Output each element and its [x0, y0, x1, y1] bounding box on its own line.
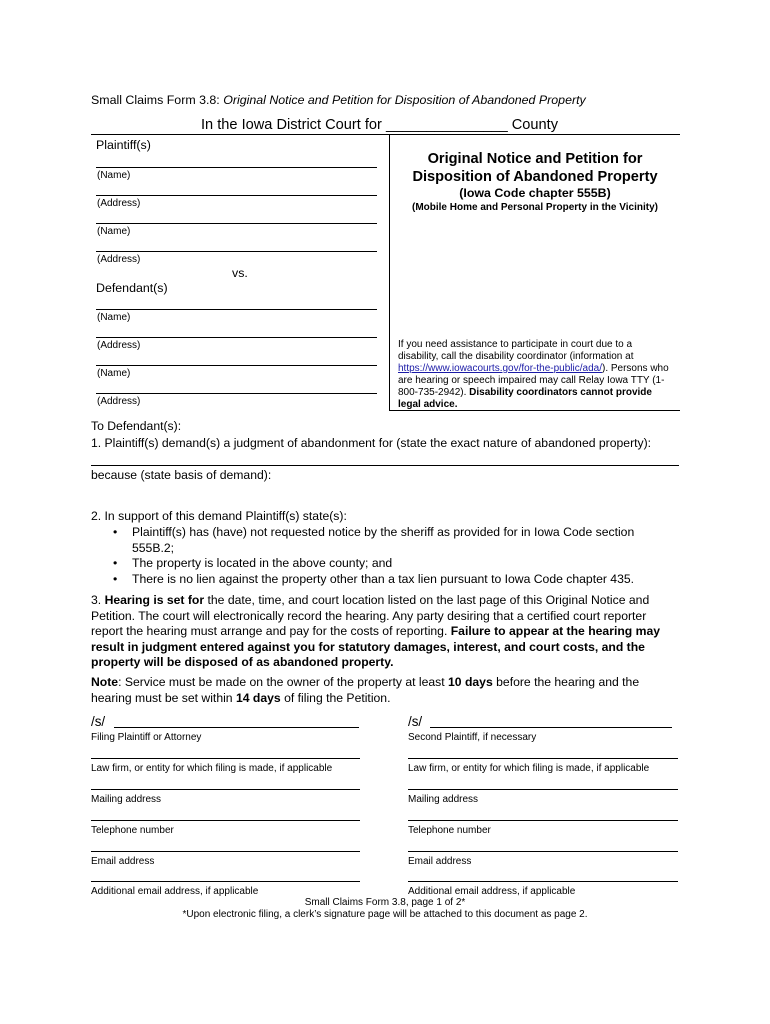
plaintiff-name-label: (Name) — [97, 170, 131, 181]
defendant-name-label: (Name) — [97, 312, 131, 323]
right-signature-slash-s: /s/ — [408, 714, 423, 729]
defendant-address-label: (Address) — [97, 340, 141, 351]
plaintiff2-address-line[interactable] — [96, 251, 377, 252]
plaintiff-name-line[interactable] — [96, 167, 377, 168]
plaintiff-address-line[interactable] — [96, 195, 377, 196]
left-email-label: Email address — [91, 856, 155, 867]
item-3-text: the date, time, and court location listed on the last page of this Original Notice and Petition. The court will electronically record the hearing. Any party desiring that a certified court reporter report the hearing must arrange and pay for the costs of reporting. — [91, 593, 650, 638]
defendants-label: Defendant(s) — [96, 281, 168, 295]
form-header-title: Original Notice and Petition for Disposition of Abandoned Property — [223, 93, 586, 107]
versus-label: vs. — [232, 266, 248, 280]
support-item-1: • Plaintiff(s) has (have) not requested notice by the sheriff as provided for in Iowa Code section 555B.2; — [106, 525, 666, 556]
item-1: 1. Plaintiff(s) demand(s) a judgment of abandonment for (state the exact nature of abandoned property): — [91, 436, 652, 450]
plaintiff-address-label: (Address) — [97, 198, 141, 209]
plaintiff2-name-line[interactable] — [96, 223, 377, 224]
left-signer-label: Filing Plaintiff or Attorney — [91, 732, 202, 743]
left-email-line[interactable] — [91, 851, 360, 852]
item-3-number: 3. — [91, 593, 105, 607]
left-signature-line[interactable] — [114, 727, 359, 728]
county-blank[interactable]: _______________ — [385, 117, 508, 133]
defendant2-name-label: (Name) — [97, 368, 131, 379]
left-email2-label: Additional email address, if applicable — [91, 886, 259, 897]
right-phone-label: Telephone number — [408, 825, 491, 836]
form-header-prefix: Small Claims Form 3.8: — [91, 93, 224, 107]
form-header — [91, 93, 586, 107]
right-email-line[interactable] — [408, 851, 678, 852]
support-item-3: • There is no lien against the property other than a tax lien pursuant to Iowa Code chapter 435. — [106, 572, 666, 588]
note-text1: : Service must be made on the owner of the property at least — [118, 675, 449, 689]
note-days1: 10 days — [448, 675, 493, 689]
document-title-line1: Original Notice and Petition for — [427, 151, 643, 167]
defendant2-address-label: (Address) — [97, 396, 141, 407]
plaintiff2-address-label: (Address) — [97, 254, 141, 265]
document-title-line2: Disposition of Abandoned Property — [412, 169, 658, 185]
page-footer: Small Claims Form 3.8, page 1 of 2* — [304, 897, 466, 908]
hearing-set-label: Hearing is set for — [104, 593, 205, 607]
right-signature-line[interactable] — [430, 727, 672, 728]
court-prefix: In the Iowa District Court for — [201, 117, 382, 133]
to-defendants: To Defendant(s): — [91, 419, 182, 433]
plaintiffs-label: Plaintiff(s) — [96, 138, 151, 152]
footer-note: *Upon electronic filing, a clerk’s signature page will be attached to this document as page 2. — [182, 909, 588, 920]
right-mailing-line[interactable] — [408, 789, 678, 790]
left-phone-line[interactable] — [91, 820, 360, 821]
failure-warning: Failure to appear at the hearing may result in judgment entered against you for statutory damages, interest, and court costs, and the property will be disposed of as abandoned property. — [91, 624, 661, 669]
support-list — [106, 525, 666, 587]
right-email-label: Email address — [408, 856, 472, 867]
note-text2: before the hearing and the hearing must be set within — [91, 675, 640, 705]
note-label: Note — [91, 675, 119, 689]
left-signature-slash-s: /s/ — [91, 714, 106, 729]
left-phone-label: Telephone number — [91, 825, 174, 836]
plaintiff2-name-label: (Name) — [97, 226, 131, 237]
left-firm-line[interactable] — [91, 758, 360, 759]
ada-link[interactable]: https://www.iowacourts.gov/for-the-public/ada/ — [398, 363, 602, 374]
court-line — [201, 117, 558, 133]
document-title — [390, 150, 680, 214]
note-text3: of filing the Petition. — [280, 690, 391, 705]
left-mailing-label: Mailing address — [91, 794, 162, 805]
right-firm-line[interactable] — [408, 758, 678, 759]
ada-disclaimer: Disability coordinators cannot provide legal advice. — [398, 387, 652, 410]
defendant-name-line[interactable] — [96, 309, 377, 310]
document-subtitle: (Mobile Home and Personal Property in the Vicinity) — [412, 202, 658, 213]
ada-notice — [398, 339, 674, 411]
support-item-2: • The property is located in the above county; and — [106, 556, 666, 572]
right-email2-label: Additional email address, if applicable — [408, 886, 576, 897]
defendant2-address-line[interactable] — [96, 393, 377, 394]
left-email2-line[interactable] — [91, 881, 360, 882]
note-days2: 14 days — [235, 690, 281, 705]
because-label: because (state basis of demand): — [91, 468, 272, 482]
ada-text2: ). Persons who are hearing or speech impaired may call Relay Iowa TTY (1-800-735-2942). — [398, 363, 669, 398]
defendant2-name-line[interactable] — [96, 365, 377, 366]
caption-top-rule — [91, 134, 680, 135]
right-email2-line[interactable] — [408, 881, 678, 882]
left-mailing-line[interactable] — [91, 789, 360, 790]
right-signer-label: Second Plaintiff, if necessary — [408, 732, 537, 743]
item-3 — [91, 593, 681, 671]
right-phone-line[interactable] — [408, 820, 678, 821]
document-code: (Iowa Code chapter 555B) — [459, 186, 611, 200]
left-firm-label: Law firm, or entity for which filing is made, if applicable — [91, 763, 333, 774]
right-firm-label: Law firm, or entity for which filing is made, if applicable — [408, 763, 650, 774]
ada-text1: If you need assistance to participate in court due to a disability, call the disability coordinator (information at — [398, 339, 634, 362]
abandoned-property-line[interactable] — [91, 465, 679, 466]
right-mailing-label: Mailing address — [408, 794, 479, 805]
defendant-address-line[interactable] — [96, 337, 377, 338]
service-note — [91, 675, 681, 706]
court-suffix: County — [511, 117, 558, 133]
item-2: 2. In support of this demand Plaintiff(s) state(s): — [91, 509, 347, 523]
